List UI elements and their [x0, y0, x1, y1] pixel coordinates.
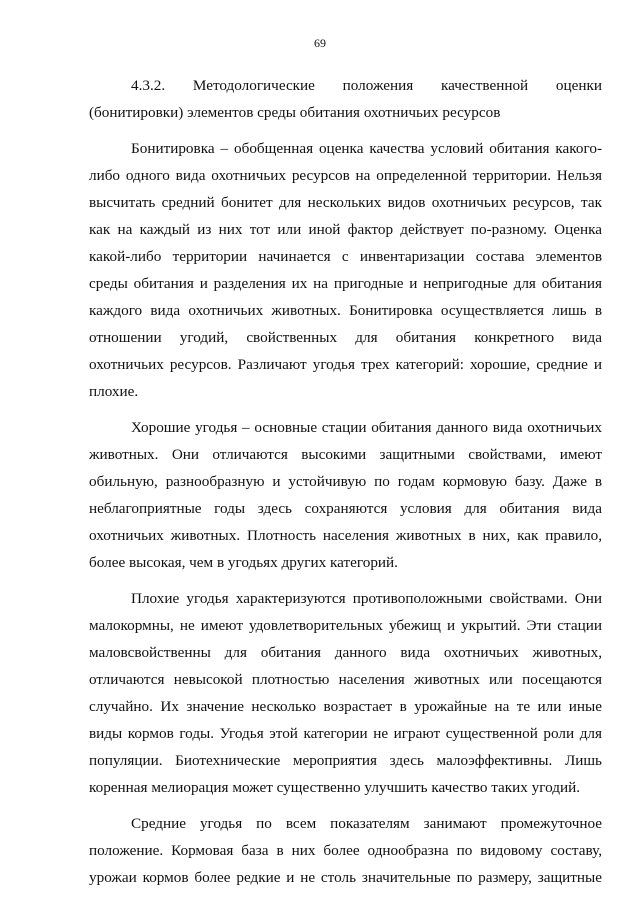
text-line: высчитать средний бонитет для нескольких видов охотничьих ресурсов, так	[89, 194, 602, 211]
text-line: отношении угодий, свойственных для обитания конкретного вида	[89, 329, 602, 346]
text-line: животных. Они отличаются высокими защитными свойствами, имеют	[89, 446, 602, 463]
text-line: маловсвойственны для обитания данного вида охотничьих животных,	[89, 644, 602, 661]
text-line: (бонитировки) элементов среды обитания охотничьих ресурсов	[89, 104, 501, 121]
text-line: популяции. Биотехнические мероприятия здесь малоэффективны. Лишь	[89, 752, 602, 769]
text-line: Бонитировка – обобщенная оценка качества условий обитания какого-	[131, 140, 602, 157]
text-line: какой-либо территории начинается с инвентаризации состава элементов	[89, 248, 602, 265]
text-line: положение. Кормовая база в них более однообразна по видовому составу,	[89, 842, 602, 859]
text-line: случайно. Их значение несколько возрастает в урожайные на те или иные	[89, 698, 602, 715]
text-line: Средние угодья по всем показателям занимают промежуточное	[131, 815, 602, 832]
text-line: плохие.	[89, 383, 139, 400]
text-line: 4.3.2. Методологические положения качественной оценки	[131, 77, 602, 94]
text-line: как на каждый из них тот или иной фактор действует по-разному. Оценка	[89, 221, 602, 238]
text-line: обильную, разнообразную и устойчивую по годам кормовую базу. Даже в	[89, 473, 602, 490]
text-line: виды кормов годы. Угодья этой категории не играют существенной роли для	[89, 725, 602, 742]
text-line: либо одного вида охотничьих ресурсов на определенной территории. Нельзя	[89, 167, 602, 184]
text-line: урожаи кормов более редкие и не столь значительные по размеру, защитные	[89, 869, 602, 886]
text-line: неблагоприятные годы здесь сохраняются условия для обитания вида	[89, 500, 602, 517]
page-number: 69	[314, 36, 326, 50]
text-line: Хорошие угодья – основные стации обитания данного вида охотничьих	[131, 419, 602, 436]
text-line: среды обитания и разделения их на пригодные и непригодные для обитания	[89, 275, 602, 292]
text-line: коренная мелиорация может существенно улучшить качество таких угодий.	[89, 779, 581, 796]
text-line: малокормны, не имеют удовлетворительных убежищ и укрытий. Эти стации	[89, 617, 602, 634]
text-line: отличаются невысокой плотностью населения животных или посещаются	[89, 671, 602, 688]
text-line: более высокая, чем в угодьях других категорий.	[89, 554, 398, 571]
text-line: охотничьих ресурсов. Различают угодья трех категорий: хорошие, средние и	[89, 356, 602, 373]
text-line: охотничьих животных. Плотность населения животных в них, как правило,	[89, 527, 602, 544]
text-line: Плохие угодья характеризуются противоположными свойствами. Они	[131, 590, 602, 607]
text-line: каждого вида охотничьих животных. Бонитировка осуществляется лишь в	[89, 302, 602, 319]
